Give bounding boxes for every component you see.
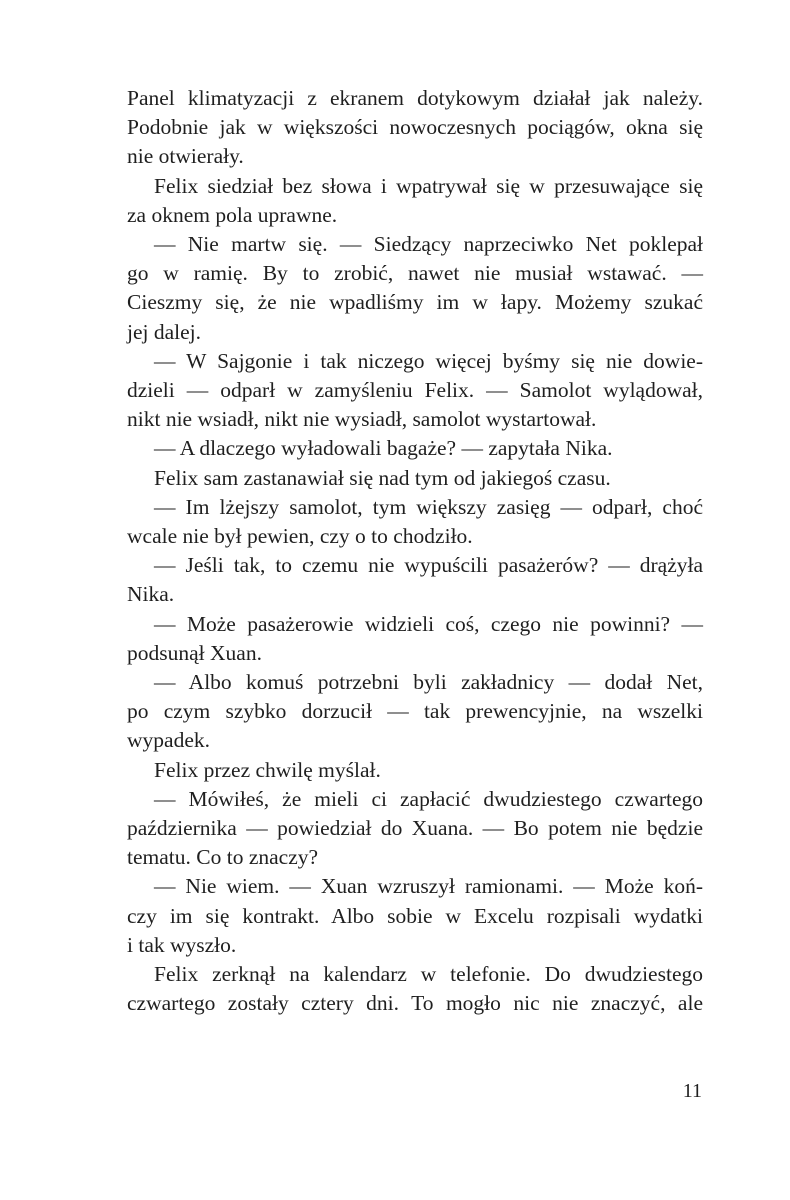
paragraph: [100, 785, 703, 873]
text-line: Panel klimatyzacji z ekranem dotykowym działał jak należy.: [127, 86, 703, 110]
paragraph: [100, 872, 703, 960]
page-number: 11: [682, 1080, 702, 1102]
text-line: wypadek.: [127, 728, 210, 753]
paragraph: [100, 464, 703, 493]
text-line: Podobnie jak w większości nowoczesnych pociągów, okna się: [127, 115, 703, 140]
text-line: Felix zerknął na kalendarz w telefonie. Do dwudziestego: [154, 962, 703, 987]
paragraph: [100, 230, 703, 347]
text-line: wcale nie był pewien, czy o to chodziło.: [127, 524, 473, 549]
text-line: Felix przez chwilę myślał.: [154, 757, 381, 782]
text-line: — Może pasażerowie widzieli coś, czego nie powinni? —: [154, 611, 703, 636]
text-line: tematu. Co to znaczy?: [127, 845, 319, 870]
paragraph: [100, 84, 703, 172]
text-line: Nika.: [127, 582, 175, 607]
paragraph: [100, 347, 703, 435]
text-line: — Nie wiem. — Xuan wzruszył ramionami. — Może koń-: [154, 874, 703, 899]
paragraph: [100, 668, 703, 756]
text-line: nikt nie wsiadł, nikt nie wysiadł, samolot wystartował.: [127, 407, 597, 432]
text-line: nie otwierały.: [127, 144, 244, 169]
paragraph: [100, 551, 703, 609]
paragraph: [100, 434, 703, 463]
text-line: — Jeśli tak, to czemu nie wypuścili pasażerów? — drążyła: [154, 553, 703, 578]
text-line: czwartego zostały cztery dni. To mogło nic nie znaczyć, ale: [127, 991, 703, 1016]
text-line: i tak wyszło.: [127, 932, 237, 957]
text-line: za oknem pola uprawne.: [127, 202, 338, 227]
page-body: [100, 84, 703, 1019]
text-line: czy im się kontrakt. Albo sobie w Excelu rozpisali wydatki: [127, 903, 703, 928]
text-line: — Albo komuś potrzebni byli zakładnicy — dodał Net,: [154, 670, 703, 695]
text-line: października — powiedział do Xuana. — Bo potem nie będzie: [127, 816, 703, 841]
paragraph: [100, 756, 703, 785]
text-line: Felix siedział bez słowa i wpatrywał się w przesuwające się: [154, 173, 703, 198]
paragraph: [100, 172, 703, 230]
paragraph: [100, 610, 703, 668]
text-line: jej dalej.: [127, 319, 202, 344]
text-line: — Im lżejszy samolot, tym większy zasięg — odparł, choć: [154, 494, 703, 519]
text-line: Cieszmy się, że nie wpadliśmy im w łapy. Możemy szukać: [127, 290, 703, 315]
text-line: po czym szybko dorzucił — tak prewencyjnie, na wszelki: [127, 699, 703, 724]
text-line: dzieli — odparł w zamyśleniu Felix. — Samolot wylądował,: [127, 378, 703, 403]
text-line: — Nie martw się. — Siedzący naprzeciwko Net poklepał: [154, 232, 703, 257]
text-line: — A dlaczego wyładowali bagaże? — zapytała Nika.: [154, 436, 613, 461]
text-line: — W Sajgonie i tak niczego więcej byśmy się nie dowie-: [154, 348, 703, 373]
text-line: go w ramię. By to zrobić, nawet nie musiał wstawać. —: [127, 261, 703, 286]
text-line: — Mówiłeś, że mieli ci zapłacić dwudziestego czwartego: [154, 786, 703, 811]
text-line: Felix sam zastanawiał się nad tym od jakiegoś czasu.: [154, 465, 611, 490]
paragraph: [100, 493, 703, 551]
paragraph: [100, 960, 703, 1018]
text-line: podsunął Xuan.: [127, 640, 262, 665]
